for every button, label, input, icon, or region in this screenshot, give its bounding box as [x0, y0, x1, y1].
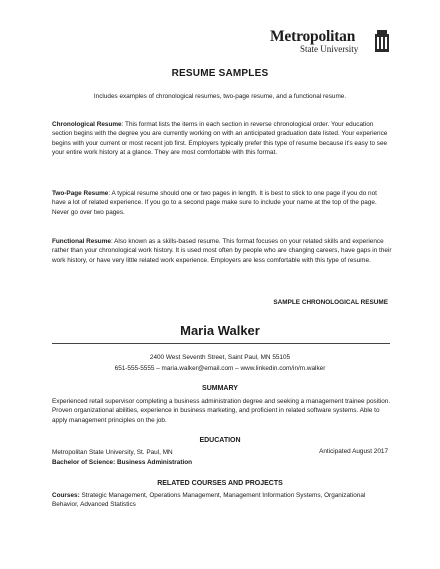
- courses-text: [52, 491, 392, 510]
- building-icon: [374, 28, 390, 52]
- courses-heading: RELATED COURSES AND PROJECTS: [157, 480, 283, 487]
- university-logo: [270, 28, 390, 56]
- courses-label: Courses:: [52, 492, 80, 499]
- resume-contact: 651-555-5555 – maria.walker@email.com – www.linkedin.com/in/m.walker: [114, 365, 326, 372]
- education-date: Anticipated August 2017: [319, 448, 388, 455]
- courses-list: Strategic Management, Operations Management, Management Information Systems, Organizational Behavior, Advanced Statistics: [52, 492, 366, 509]
- two-page-resume-heading: Two-Page Resume: [52, 190, 109, 197]
- chronological-resume-heading: Chronological Resume: [52, 121, 122, 128]
- page-title: RESUME SAMPLES: [171, 68, 269, 79]
- name-divider: [52, 343, 390, 344]
- resume-address: 2400 West Seventh Street, Saint Paul, MN 55105: [149, 354, 291, 361]
- logo-subtitle: State University: [300, 44, 359, 54]
- education-heading: EDUCATION: [199, 437, 241, 444]
- functional-resume-heading: Functional Resume: [52, 238, 111, 245]
- education-degree: Bachelor of Science: Business Administration: [52, 459, 193, 466]
- resume-name: Maria Walker: [180, 323, 260, 338]
- summary-heading: SUMMARY: [202, 385, 238, 392]
- functional-resume-paragraph: [52, 237, 392, 265]
- education-school: Metropolitan State University, St. Paul, MN: [52, 449, 173, 456]
- logo-name: Metropolitan: [270, 28, 356, 45]
- functional-resume-text: : Also known as a skills-based resume. This format focuses on your related skills and experience rather than your chronological work history. It is used most often by people who are changing careers, have gaps in their work history, or have very little related work experience. Employers are less comfortable with this type of resume.: [52, 238, 392, 264]
- chronological-resume-paragraph: [52, 120, 392, 157]
- two-page-resume-text: : A typical resume should one or two pages in length. It is best to stick to one page if you do not have a lot of related experience. If you go to a second page make sure to include your name at the top of the page. Never go over two pages.: [52, 190, 377, 216]
- summary-text: Experienced retail supervisor completing a business administration degree and seeking a management trainee position. Proven organizational abilities, experience in business marketing, and proficient in related software systems. Able to apply management principles on the job.: [52, 398, 391, 424]
- chronological-resume-text: : This format lists the items in each section in reverse chronological order. Your education section begins with the degree you are currently working on with an anticipated graduation date listed. Your experience begins with your current or most recent job first. Employers typically prefer this type of resume because it's easy to see your entire work history at a glance. They are most comfortable with this format.: [52, 121, 388, 156]
- two-page-resume-paragraph: [52, 189, 392, 217]
- sample-label: SAMPLE CHRONOLOGICAL RESUME: [273, 299, 388, 306]
- intro-text: Includes examples of chronological resumes, two-page resume, and a functional resume.: [93, 93, 347, 100]
